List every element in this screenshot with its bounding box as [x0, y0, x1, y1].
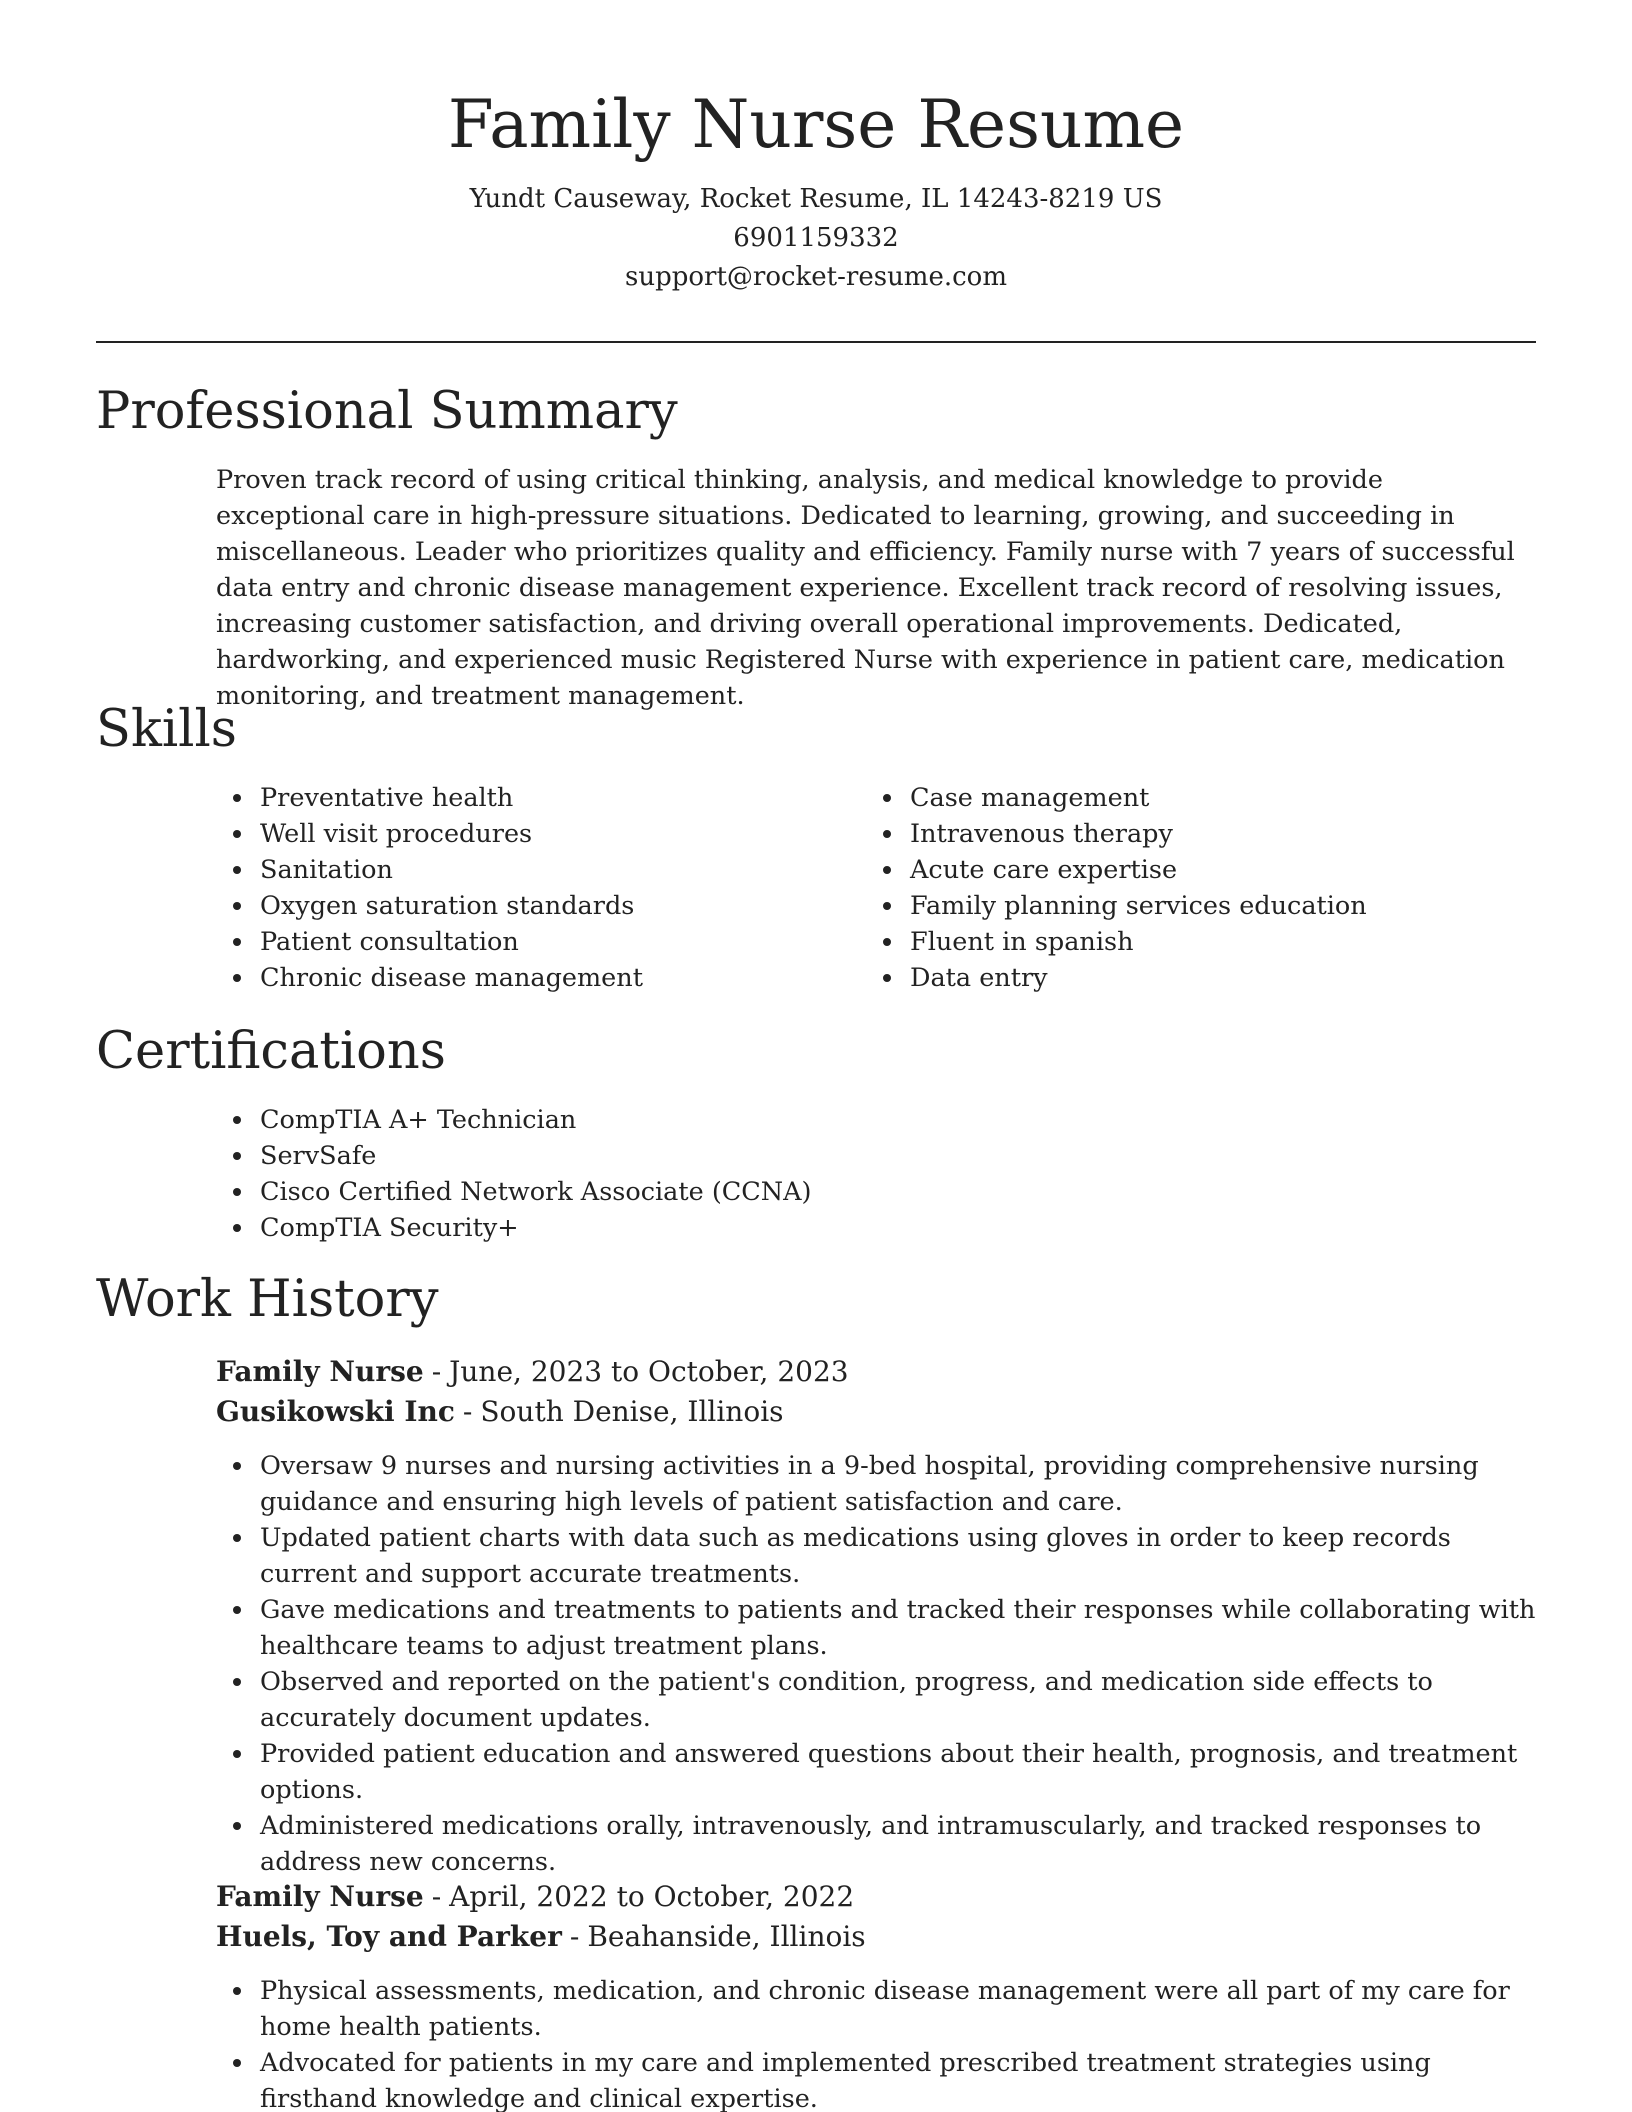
bullet-icon	[233, 938, 241, 946]
job-bullet-text: Physical assessments, medication, and chronic disease management were all part of my care for home health patients.	[260, 1976, 1510, 2042]
job-company-line	[216, 1917, 1536, 1957]
contact-phone: 6901159332	[733, 223, 899, 253]
skill-text: Fluent in spanish	[910, 927, 1134, 957]
skills-column-left	[216, 780, 816, 996]
skills-list-left	[216, 780, 816, 996]
job-bullet-text: Advocated for patients in my care and implemented prescribed treatment strategies using firsthand knowledge and clinical expertise.	[260, 2048, 1431, 2112]
bullet-icon	[883, 938, 891, 946]
bullet-icon	[233, 1606, 241, 1614]
bullet-icon	[233, 794, 241, 802]
list-item	[216, 1102, 1416, 1138]
bullet-icon	[233, 1116, 241, 1124]
skill-text: Data entry	[910, 963, 1048, 993]
list-item	[216, 1973, 1536, 2045]
bullet-icon	[233, 830, 241, 838]
list-item	[216, 960, 816, 996]
skill-text: Case management	[910, 783, 1150, 813]
list-item	[216, 1736, 1536, 1808]
bullet-icon	[233, 1152, 241, 1160]
bullet-icon	[883, 974, 891, 982]
skill-text: Sanitation	[260, 855, 393, 885]
contact-address: Yundt Causeway, Rocket Resume, IL 14243-8219 US	[469, 184, 1163, 214]
job-title: Family Nurse	[216, 1355, 424, 1388]
separator: -	[462, 1395, 473, 1428]
bullet-icon	[233, 1534, 241, 1542]
job-bullet-text: Gave medications and treatments to patients and tracked their responses while collaborating with healthcare teams to adjust treatment plans.	[260, 1595, 1536, 1661]
separator: -	[569, 1920, 580, 1953]
job-bullet-text: Updated patient charts with data such as medications using gloves in order to keep records current and support accurate treatments.	[260, 1523, 1451, 1589]
list-item	[866, 924, 1466, 960]
job-dates: June, 2023 to October, 2023	[449, 1355, 849, 1388]
bullet-icon	[233, 1750, 241, 1758]
bullet-icon	[233, 1678, 241, 1686]
list-item	[866, 852, 1466, 888]
summary-text: Proven track record of using critical thinking, analysis, and medical knowledge to provide exceptional care in high-pressure situations. Dedicated to learning, growing, and succeeding in miscellaneous. Leader who prioritizes quality and efficiency. Family nurse with 7 years of successful data entry and chronic disease management experience. Excellent track record of resolving issues, increasing customer satisfaction, and driving overall operational improvements. Dedicated, hardworking, and experienced music Registered Nurse with experience in patient care, medication monitoring, and treatment management.	[216, 465, 1515, 711]
job-bullet-text: Observed and reported on the patient's condition, progress, and medication side effects to accurately document updates.	[260, 1667, 1433, 1733]
list-item	[216, 1138, 1416, 1174]
contact-info	[96, 180, 1536, 297]
job-bullet-text: Provided patient education and answered questions about their health, prognosis, and treatment options.	[260, 1739, 1518, 1805]
certifications-list	[216, 1102, 1416, 1246]
bullet-icon	[233, 1987, 241, 1995]
resume-header	[96, 80, 1536, 297]
list-item	[216, 1174, 1416, 1210]
skill-text: Acute care expertise	[910, 855, 1178, 885]
list-item	[216, 1808, 1536, 1880]
job-title-line	[216, 1352, 1536, 1392]
list-item	[216, 1592, 1536, 1664]
work-history-heading: Work History	[96, 1270, 439, 1329]
bullet-icon	[233, 1822, 241, 1830]
skill-text: Well visit procedures	[260, 819, 533, 849]
certification-text: ServSafe	[260, 1141, 377, 1171]
list-item	[216, 1520, 1536, 1592]
bullet-icon	[233, 866, 241, 874]
certification-text: Cisco Certified Network Associate (CCNA)	[260, 1177, 812, 1207]
list-item	[216, 1664, 1536, 1736]
certification-text: CompTIA Security+	[260, 1213, 519, 1243]
job-title: Family Nurse	[216, 1880, 424, 1913]
job-location: South Denise, Illinois	[480, 1395, 784, 1428]
bullet-icon	[233, 1224, 241, 1232]
list-item	[866, 888, 1466, 924]
job-entry	[216, 1352, 1536, 1880]
skill-text: Oxygen saturation standards	[260, 891, 635, 921]
job-bullets	[216, 1973, 1536, 2112]
bullet-icon	[233, 1188, 241, 1196]
job-dates: April, 2022 to October, 2022	[449, 1880, 855, 1913]
certifications-heading: Certifications	[96, 1022, 446, 1081]
header-divider	[96, 341, 1536, 343]
skills-column-right	[866, 780, 1466, 996]
list-item	[216, 924, 816, 960]
job-company: Huels, Toy and Parker	[216, 1920, 562, 1953]
skill-text: Preventative health	[260, 783, 514, 813]
bullet-icon	[233, 974, 241, 982]
separator: -	[431, 1355, 442, 1388]
job-company-line	[216, 1392, 1536, 1432]
skill-text: Family planning services education	[910, 891, 1367, 921]
job-title-line	[216, 1877, 1536, 1917]
list-item	[216, 852, 816, 888]
summary-heading: Professional Summary	[96, 382, 678, 441]
skill-text: Chronic disease management	[260, 963, 643, 993]
list-item	[216, 816, 816, 852]
job-company: Gusikowski Inc	[216, 1395, 455, 1428]
skill-text: Patient consultation	[260, 927, 519, 957]
list-item	[216, 1210, 1416, 1246]
bullet-icon	[883, 902, 891, 910]
skills-heading: Skills	[96, 700, 237, 759]
certification-text: CompTIA A+ Technician	[260, 1105, 577, 1135]
job-bullets	[216, 1448, 1536, 1880]
bullet-icon	[233, 902, 241, 910]
bullet-icon	[233, 1462, 241, 1470]
list-item	[216, 1448, 1536, 1520]
bullet-icon	[233, 2059, 241, 2067]
bullet-icon	[883, 794, 891, 802]
job-bullet-text: Oversaw 9 nurses and nursing activities in a 9-bed hospital, providing comprehensive nursing guidance and ensuring high levels of patient satisfaction and care.	[260, 1451, 1479, 1517]
list-item	[866, 780, 1466, 816]
list-item	[866, 960, 1466, 996]
resume-title: Family Nurse Resume	[447, 86, 1185, 163]
list-item	[866, 816, 1466, 852]
list-item	[216, 780, 816, 816]
skill-text: Intravenous therapy	[910, 819, 1173, 849]
bullet-icon	[883, 830, 891, 838]
job-location: Beahanside, Illinois	[587, 1920, 866, 1953]
list-item	[216, 2045, 1536, 2112]
list-item	[216, 888, 816, 924]
job-bullet-text: Administered medications orally, intravenously, and intramuscularly, and tracked responses to address new concerns.	[260, 1811, 1482, 1877]
certifications-list-container	[216, 1102, 1416, 1246]
skills-list-right	[866, 780, 1466, 996]
bullet-icon	[883, 866, 891, 874]
contact-email: support@rocket-resume.com	[624, 262, 1007, 292]
job-entry	[216, 1877, 1536, 2112]
separator: -	[431, 1880, 442, 1913]
